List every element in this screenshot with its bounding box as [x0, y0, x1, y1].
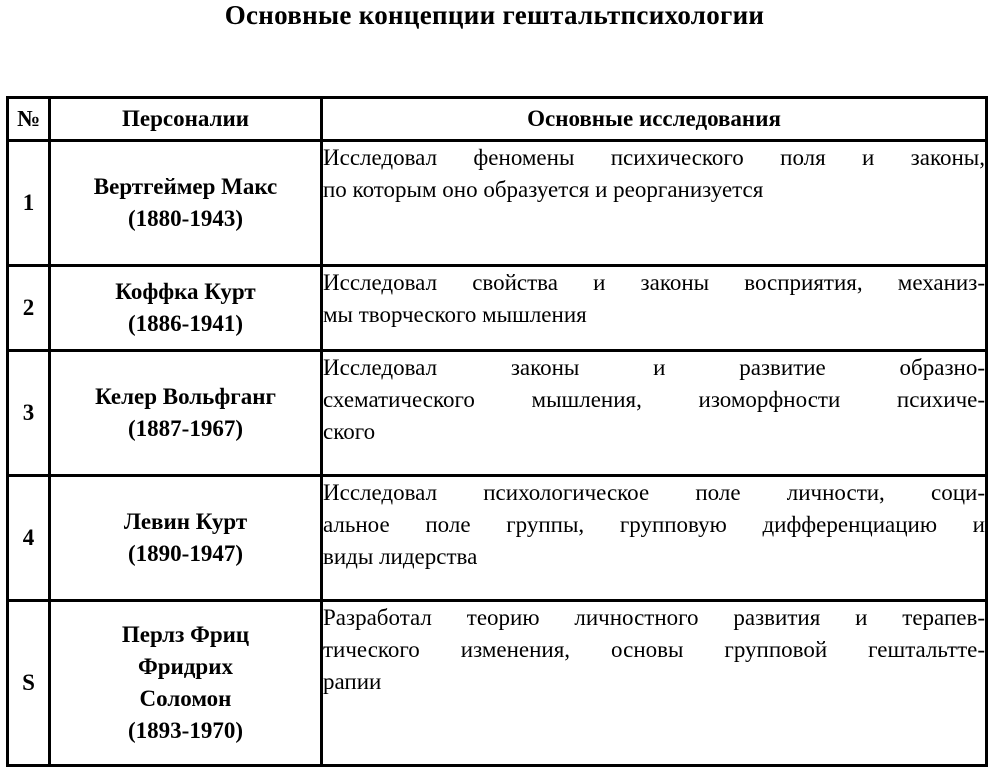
concepts-table [6, 96, 988, 767]
table-row [8, 266, 987, 351]
person-years: (1890-1947) [128, 541, 243, 566]
research-line: альное поле группы, групповую дифференциацию и [323, 512, 985, 537]
research-line: Исследовал свойства и законы восприятия, механиз- [323, 270, 985, 295]
person-name: Левин Курт [123, 509, 248, 534]
research-cell [322, 141, 987, 266]
person-name: Келер Вольфганг [95, 384, 276, 409]
row-number: 1 [8, 141, 50, 266]
header-research: Основные исследования [322, 98, 987, 141]
person-years: (1887-1967) [128, 416, 243, 441]
research-line: Разработал теорию личностного развития и терапев- [323, 605, 985, 630]
person-years: (1893-1970) [128, 718, 243, 743]
person-cell [50, 141, 322, 266]
person-cell [50, 266, 322, 351]
research-line: рапии [323, 669, 382, 694]
row-number: 3 [8, 351, 50, 476]
table-row [8, 476, 987, 601]
research-cell [322, 266, 987, 351]
research-line: ского [323, 419, 376, 444]
research-cell [322, 351, 987, 476]
person-cell [50, 476, 322, 601]
row-number: 4 [8, 476, 50, 601]
person-name: Фридрих [138, 654, 233, 679]
table-row [8, 601, 987, 766]
research-cell [322, 476, 987, 601]
header-num: № [8, 98, 50, 141]
person-name: Коффка Курт [115, 279, 256, 304]
person-years: (1886-1941) [128, 311, 243, 336]
page-title: Основные концепции гештальтпсихологии [224, 0, 765, 30]
research-line: Исследовал законы и развитие образно- [323, 355, 985, 380]
research-line: тического изменения, основы групповой гештальтте- [323, 637, 985, 662]
research-line: Исследовал феномены психического поля и законы, [323, 145, 985, 170]
person-cell [50, 351, 322, 476]
person-name: Соломон [139, 686, 232, 711]
person-name: Перлз Фриц [121, 622, 250, 647]
table-row [8, 351, 987, 476]
research-cell [322, 601, 987, 766]
research-line: мы творческого мышления [323, 302, 587, 327]
research-line: по которым оно образуется и реорганизуется [323, 177, 764, 202]
table-header-row [8, 98, 987, 141]
person-cell [50, 601, 322, 766]
research-line: Исследовал психологическое поле личности, соци- [323, 480, 985, 505]
person-name: Вертгеймер Макс [93, 174, 278, 199]
header-person: Персоналии [50, 98, 322, 141]
research-line: виды лидерства [323, 544, 478, 569]
row-number: 2 [8, 266, 50, 351]
person-years: (1880-1943) [128, 206, 243, 231]
table-row [8, 141, 987, 266]
row-number: S [8, 601, 50, 766]
research-line: схематического мышления, изоморфности психиче- [323, 387, 985, 412]
